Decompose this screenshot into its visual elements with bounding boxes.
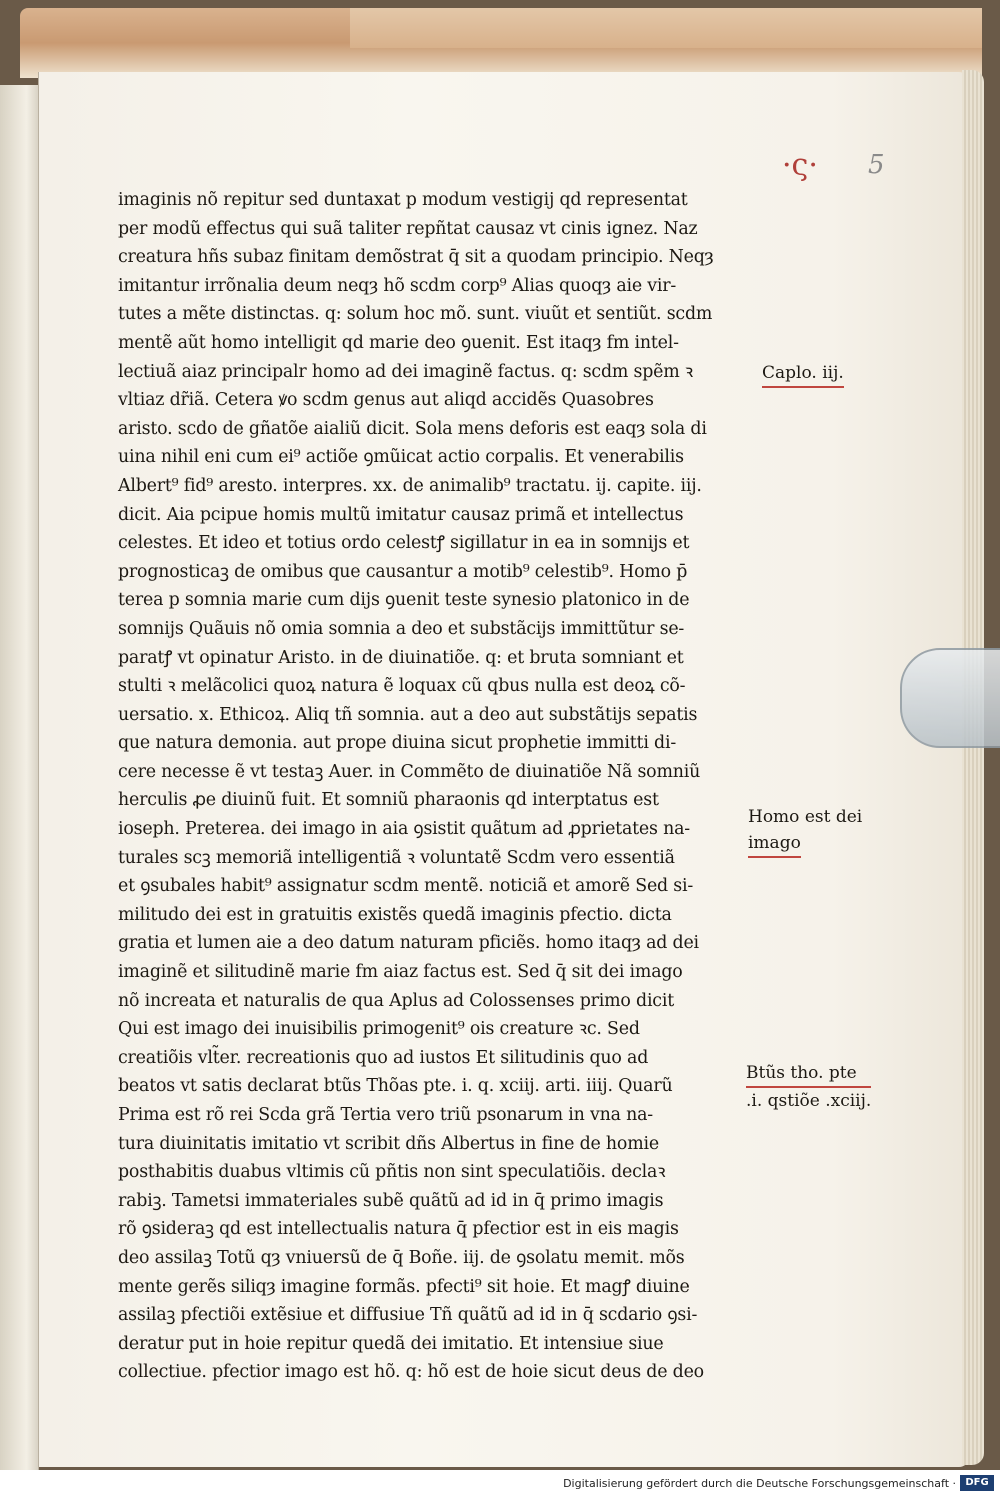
text-line: per modũ effectus qui suã taliter repñtat causaz vt cinis ignez. Naz [118, 218, 698, 239]
text-line: mente gerẽs siliqȝ imagine formãs. pfecti⁹ sit hoie. Et magꝭ diuine [118, 1276, 690, 1297]
text-line: lectiuã aiaz principalr homo ad dei imaginẽ factus. q: scdm spẽm ꝛ [118, 361, 693, 382]
text-line: uina nihil eni cum ei⁹ actiõe ꝯmũicat actio corpalis. Et venerabilis [118, 447, 684, 468]
text-line: prognosticaꝫ de omibus que causantur a motib⁹ celestib⁹. Homo p̄ [118, 561, 688, 582]
text-line: Qui est imago dei inuisibilis primogenit⁹ ois creature ꝛc. Sed [118, 1019, 640, 1040]
footer-bar [0, 1470, 1000, 1497]
marginal-note [748, 804, 862, 858]
marginal-reference-line-1: Btũs tho. pte [746, 1060, 871, 1088]
text-line: beatos vt satis declarat btũs Thõas pte. i. q. xciij. arti. iiij. Quarũ [118, 1076, 673, 1097]
folio-number: 5 [868, 150, 885, 180]
page-clip [900, 648, 1000, 748]
marginal-reference [746, 1060, 871, 1114]
text-line: herculis ꝓe diuinũ fuit. Et somniũ pharaonis qd interptatus est [118, 790, 659, 811]
main-text-column [118, 186, 748, 1387]
text-line: assilaꝫ pfectiõi extẽsiue et diffusiue Tñ quãtũ ad id in q̄ scdario ꝯsi- [118, 1305, 698, 1326]
marginal-chapter-label: Caplo. iij. [762, 360, 844, 388]
marginal-reference-line-2: .i. qstiõe .xciij. [746, 1091, 872, 1111]
text-line: creatiõis vlt̃er. recreationis quo ad iustos Et silitudinis quo ad [118, 1047, 649, 1068]
text-line: imaginẽ et silitudinẽ marie fm aiaz factus est. Sed q̄ sit dei imago [118, 962, 683, 983]
left-page-edge [0, 85, 39, 1470]
text-line: dicit. Aia pcipue homis multũ imitatur causaz primã et intellectus [118, 504, 684, 525]
text-line: rabiꝫ. Tametsi immateriales subẽ quãtũ ad id in q̄ primo imagis [118, 1190, 664, 1211]
text-line: gratia et lumen aie a deo datum naturam pficiẽs. homo itaqȝ ad dei [118, 933, 699, 954]
text-line: collectiue. pfectior imago est hõ. q: hõ est de hoie sicut deus de deo [118, 1362, 704, 1383]
marginal-chapter [762, 360, 844, 388]
text-line: stulti ꝛ melãcolici quoꝝ natura ẽ loquax cũ qbus nulla est deoꝝ cõ- [118, 676, 686, 697]
text-line: deo assilaꝫ Totũ qȝ vniuersũ de q̄ Boñe. iij. de ꝯsolatu memit. mõs [118, 1247, 685, 1268]
text-line: cere necesse ẽ vt testaꝫ Auer. in Commẽto de diuinatiõe Nã somniũ [118, 761, 701, 782]
dfg-logo: DFG [960, 1475, 994, 1491]
text-line: creatura hñs subaz finitam demõstrat q̄ sit a quodam principio. Neqȝ [118, 247, 714, 268]
text-line: tutes a mẽte distinctas. q: solum hoc mõ. sunt. viuũt et sentiũt. scdm [118, 304, 713, 325]
text-line: paratꝭ vt opinatur Aristo. in de diuinatiõe. q: et bruta somniant et [118, 647, 684, 668]
text-line: posthabitis duabus vltimis cũ pñtis non sint speculatiõis. declaꝛ [118, 1162, 666, 1183]
text-line: et ꝯsubales habit⁹ assignatur scdm mentẽ. noticiã et amorẽ Sed si- [118, 876, 694, 897]
text-line: uersatio. x. Ethicoꝝ. Aliq tñ somnia. aut a deo aut substãtijs sepatis [118, 704, 698, 725]
text-line: tura diuinitatis imitatio vt scribit dñs Albertus in fine de homie [118, 1133, 659, 1154]
text-line: nõ increata et naturalis de qua Aplus ad Colossenses primo dicit [118, 990, 674, 1011]
footer-credit: Digitalisierung gefördert durch die Deutsche Forschungsgemeinschaft · [563, 1477, 956, 1490]
book-top-edge-highlight [350, 8, 982, 48]
text-line: turales scꝫ memoriã intelligentiã ꝛ voluntatẽ Scdm vero essentiã [118, 847, 675, 868]
text-line: somnijs Quãuis nõ omia somnia a deo et substãcijs immittũtur se- [118, 618, 685, 639]
text-line: celestes. Et ideo et totius ordo celestꝭ sigillatur in ea in somnijs et [118, 533, 690, 554]
marginal-note-line-1: Homo est dei [748, 807, 863, 827]
folio-rubric-mark: ·ς· [782, 148, 818, 183]
text-line: imaginis nõ repitur sed duntaxat p modum vestigij qd representat [118, 190, 688, 210]
text-line: imitantur irrõnalia deum neqȝ hõ scdm corp⁹ Alias quoqȝ aie vir- [118, 275, 677, 296]
text-line: Albert⁹ fid⁹ aresto. interpres. xx. de animalib⁹ tractatu. ij. capite. iij. [118, 475, 702, 496]
text-line: aristo. scdo de gñatõe aialiũ dicit. Sola mens deforis est eaqȝ sola di [118, 418, 707, 439]
text-line: deratur put in hoie repitur quedã dei imitatio. Et intensiue siue [118, 1333, 664, 1354]
text-line: que natura demonia. aut prope diuina sicut prophetie immitti di- [118, 733, 676, 754]
page-fore-edge [962, 70, 984, 1465]
text-line: Prima est rõ rei Scda grã Tertia vero triũ psonarum in vna na- [118, 1105, 653, 1125]
text-line: vltiaz dr̃iã. Cetera ꝟo scdm genus aut aliqd accidẽs Quasobres [118, 390, 654, 411]
text-line: ioseph. Preterea. dei imago in aia ꝯsistit quãtum ad ꝓprietates na- [118, 819, 690, 840]
text-line: mentẽ aũt homo intelligit qd marie deo ꝯuenit. Est itaqȝ fm intel- [118, 332, 679, 353]
text-line: terea p somnia marie cum dijs ꝯuenit teste synesio platonico in de [118, 590, 690, 611]
text-line: rõ ꝯsideraꝫ qd est intellectualis natura q̄ pfectior est in eis magis [118, 1219, 679, 1240]
text-line: militudo dei est in gratuitis existẽs quedã imaginis pfectio. dicta [118, 904, 672, 925]
marginal-note-line-2: imago [748, 830, 801, 858]
